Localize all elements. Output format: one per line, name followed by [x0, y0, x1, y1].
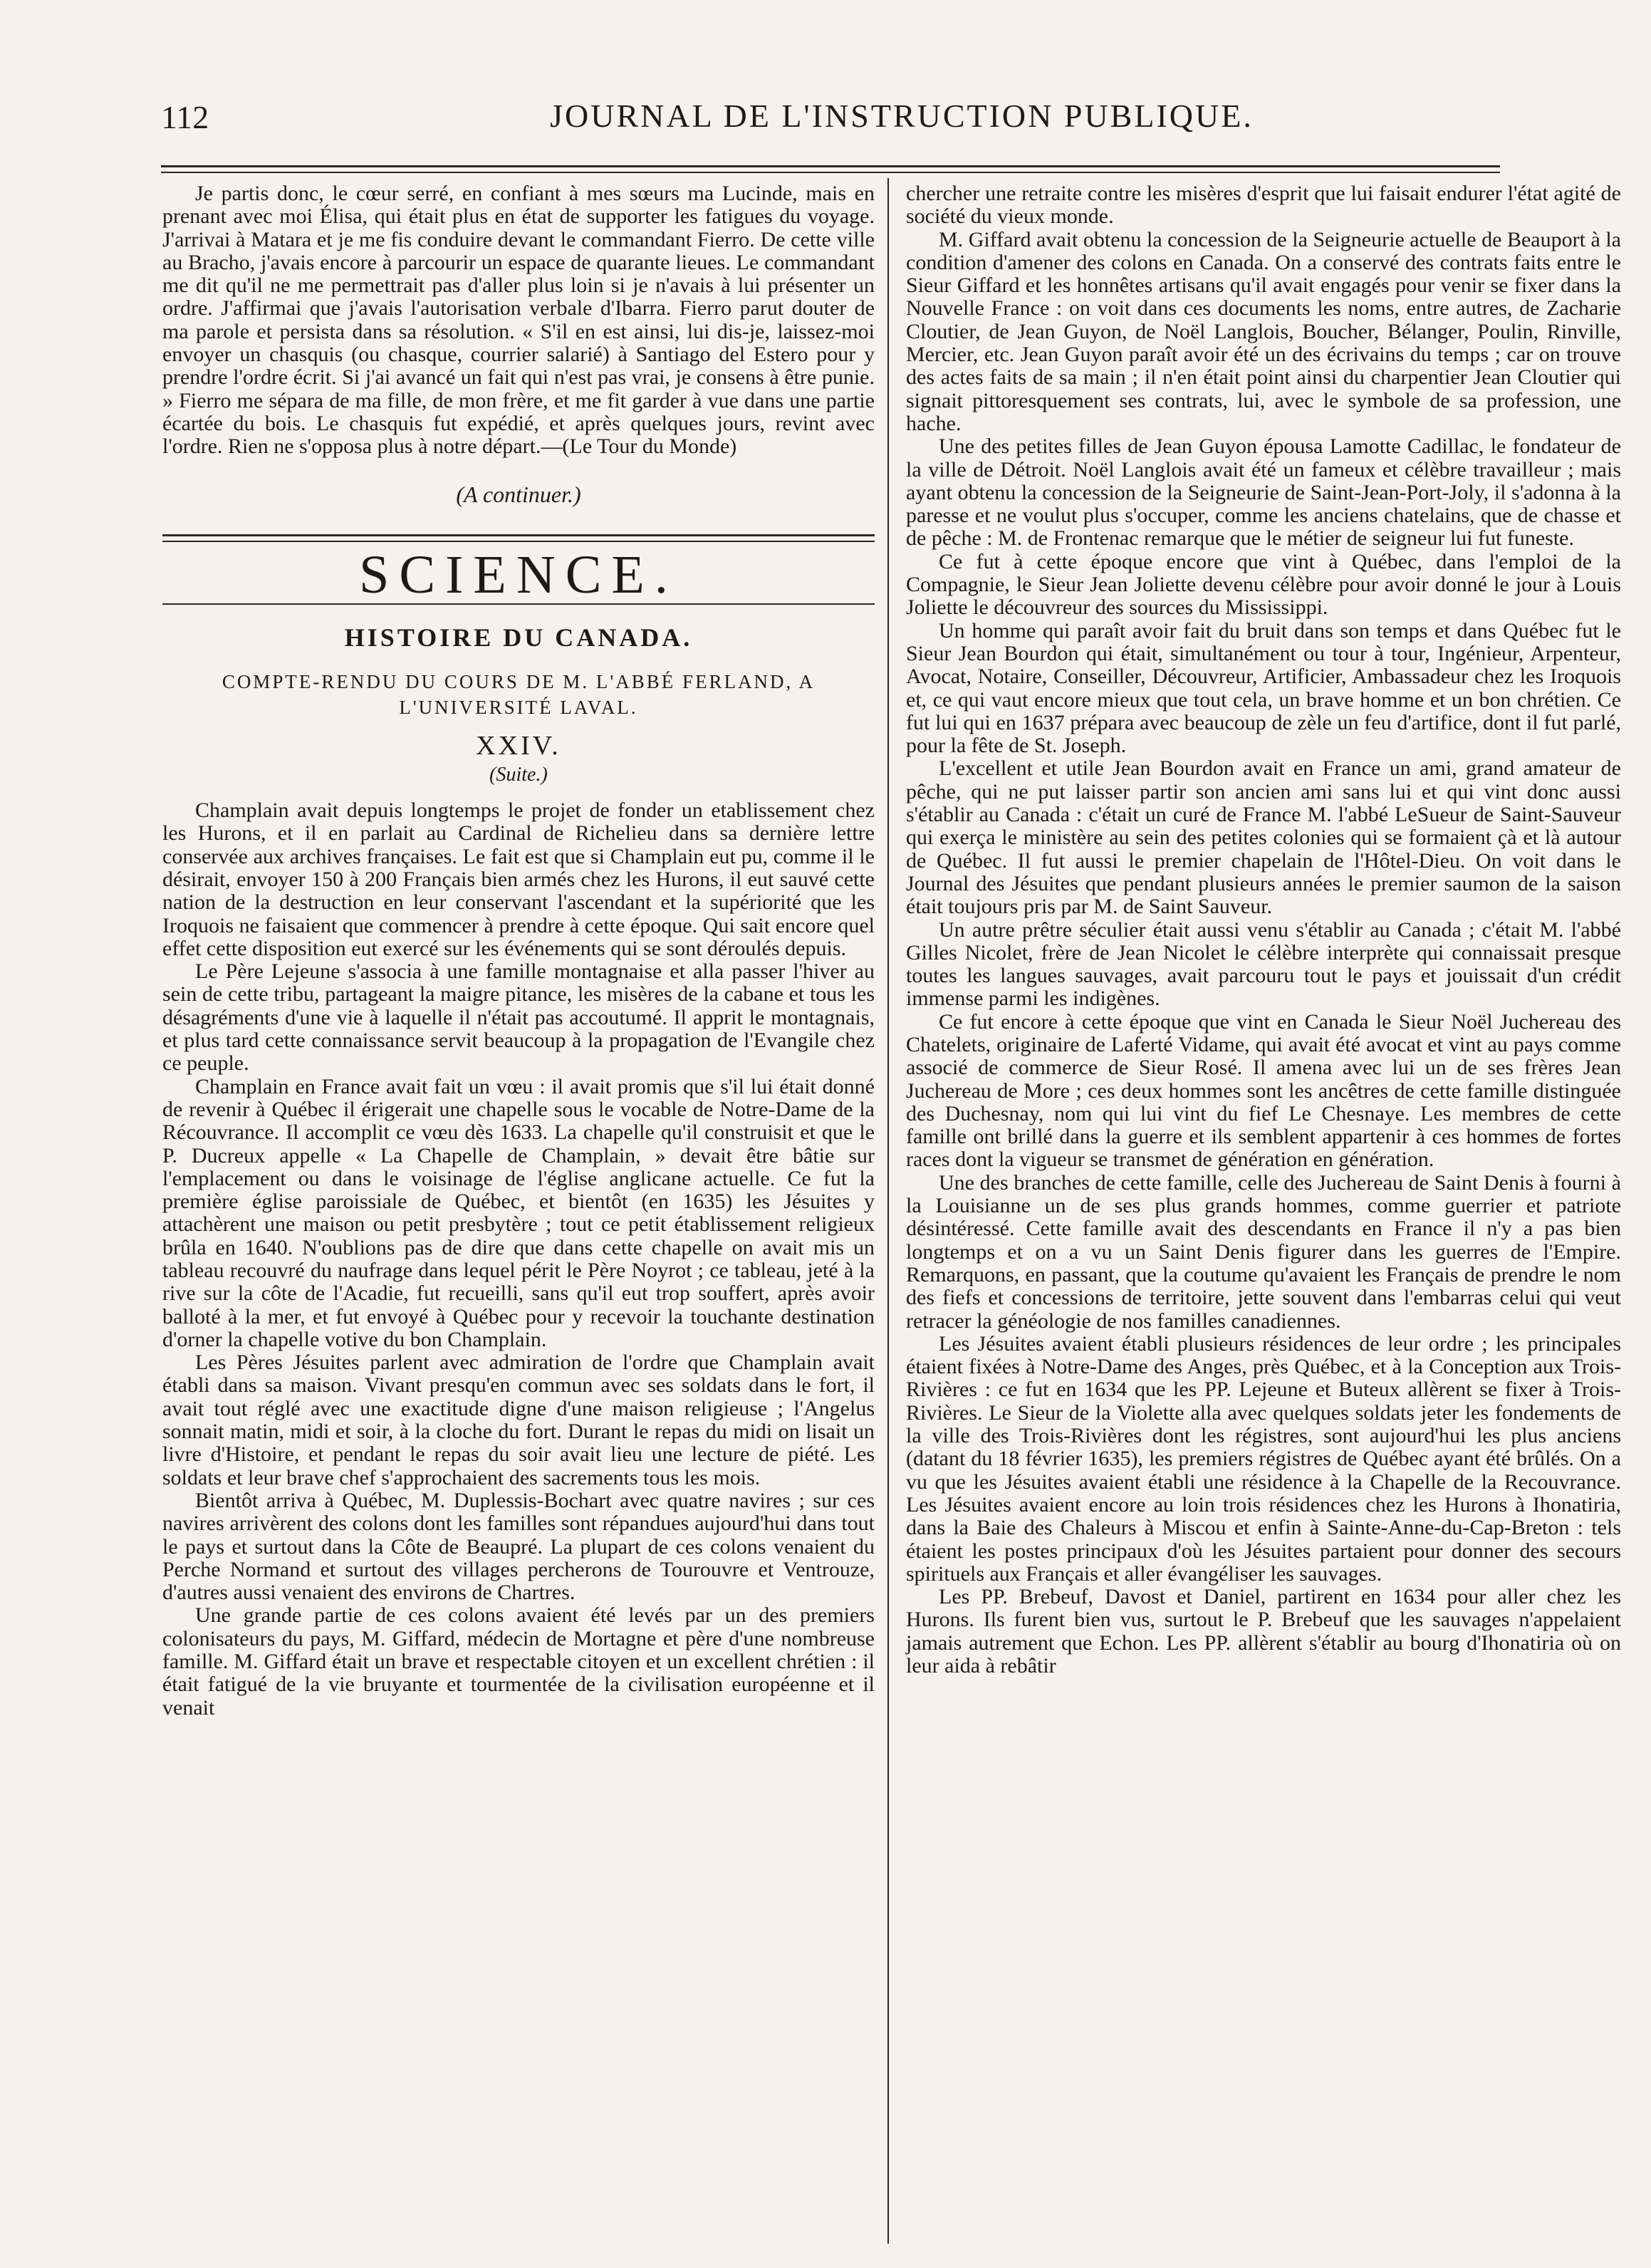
paragraph: Ce fut encore à cette époque que vint en Canada le Sieur Noël Juchereau des Chatelets, originaire de Laferté Vidame, qui avait été avocat et vint au pays comme associé de commerce de Sieur Rosé. Il amena avec lui un de ses frères Jean Juchereau de More ; ces deux hommes sont les ancêtres de cette famille distinguée des Duchesnay, nom qui lui vint du fief Le Chesnaye. Les membres de cette famille ont brillé dans la guerre et ils semblent appartenir à ces hommes de fortes races dont la vigueur se transmet de génération en génération.	[906, 1009, 1621, 1172]
chapter-number: XXIV.	[476, 731, 561, 761]
paragraph: Les PP. Brebeuf, Davost et Daniel, partirent en 1634 pour aller chez les Hurons. Ils furent bien vus, surtout le P. Brebeuf que les sauvages n'appelaient jamais autrement que Echon. Les PP. allèrent s'établir au bourg d'Ihonatiria où on leur aida à rebâtir	[906, 1585, 1621, 1677]
paragraph: Bientôt arriva à Québec, M. Duplessis-Bochart avec quatre navires ; sur ces navires arrivèrent des colons dont les familles sont répandues aujourd'hui dans tout le pays et surtout dans la Côte de Beaupré. La plupart de ces colons venaient du Perche Normand et surtout des villages percherons de Tourouvre et Ventrouze, d'autres aussi venaient des environs de Chartres.	[162, 1488, 875, 1605]
section-separator	[162, 534, 875, 542]
right-column	[906, 182, 1621, 1677]
paragraph: Une des branches de cette famille, celle des Juchereau de Saint Denis à fourni à la Louisianne un de ses plus grands hommes, comme guerrier et patriote désintéressé. Cette famille avait des descendants en France il n'y a pas bien longtemps et on a vu un Saint Denis figurer dans les guerres de l'Empire. Remarquons, en passant, que la coutume qu'avaient les Français de prendre le nom des fiefs et concessions de territoire, jette souvent dans l'embarras celui qui veut retracer la généologie de nos familles canadiennes.	[906, 1170, 1621, 1333]
paragraph: Une des petites filles de Jean Guyon épousa Lamotte Cadillac, le fondateur de la ville de Détroit. Noël Langlois avait été un fameux et célèbre travailleur ; mais ayant obtenu la concession de la Seigneurie de Saint-Jean-Port-Joly, il s'adonna à la paresse et ne voulut plus s'occuper, comme les anciens chatelains, que de chasse et de pêche : M. de Frontenac remarque que le métier de seigneur lui fut funeste.	[906, 435, 1621, 551]
paragraph: Un autre prêtre séculier était aussi venu s'établir au Canada ; c'était M. l'abbé Gilles Nicolet, frère de Jean Nicolet le célèbre interprète qui connaissait presque toutes les langues sauvages, avait parcouru tout le pays et jouissait d'un crédit immense parmi les indigènes.	[906, 917, 1621, 1011]
paragraph: Je partis donc, le cœur serré, en confiant à mes sœurs ma Lucinde, mais en prenant avec moi Élisa, qui était plus en état de supporter les fatigues du voyage. J'arrivai à Matara et je me fis conduire devant le commandant Fierro. De cette ville au Bracho, j'avais encore à parcourir un espace de quarante lieues. Le commandant me dit qu'il ne me permettrait pas d'aller plus loin si je n'avais à lui présenter un ordre. J'affirmai que j'avais l'autorisation verbale d'Ibarra. Fierro parut douter de ma parole et persista dans sa résolution. « S'il en est ainsi, lui dis-je, laissez-moi envoyer un chasquis (ou chasque, courrier salarié) à Santiago del Estero pour y prendre l'ordre écrit. Si j'ai avancé un fait qui n'est pas vrai, je consens à être punie. » Fierro me sépara de ma fille, de mon frère, et me fit garder à vue dans une partie écartée du bois. Le chasquis fut expédié, et après quelques jours, revint avec l'ordre. Rien ne s'opposa plus à notre départ.—(Le Tour du Monde)	[162, 182, 875, 459]
article-subtitle: COMPTE-RENDU DU COURS DE M. L'ABBÉ FERLAND, A L'UNIVERSITÉ LAVAL.	[222, 671, 816, 719]
suite-note: (Suite.)	[489, 763, 548, 786]
header-rule	[161, 165, 1500, 167]
article-title: HISTOIRE DU CANADA.	[344, 623, 693, 652]
page-header	[161, 93, 1500, 150]
paragraph: M. Giffard avait obtenu la concession de la Seigneurie actuelle de Beauport à la condition d'amener des colons en Canada. On a conservé des contrats faits entre le Sieur Giffard et les honnêtes artisans qu'il avait engagés pour venir se fixer dans la Nouvelle France : on voit dans ces documents les noms, entre autres, de Zacharie Cloutier, de Jean Guyon, de Noël Langlois, Boucher, Bélanger, Poulin, Rinville, Mercier, etc. Jean Guyon paraît avoir été un des écrivains du temps ; car on trouve des actes faits de sa main ; il n'en était point ainsi du charpentier Jean Cloutier qui signait pittoresquement ses contrats, lui, avec le symbole de sa profession, une hache.	[906, 227, 1621, 435]
paragraph: L'excellent et utile Jean Bourdon avait en France un ami, grand amateur de pêche, qui ne put laisser partir son ancien ami sans lui et qui vint donc aussi s'établir au Canada : c'était un curé de France M. l'abbé LeSueur de Saint-Sauveur qui exerça le ministère au sein des petites colonies qui se formaient çà et là autour de Québec. Il fut aussi le premier chapelain de l'Hôtel-Dieu. On voit dans le Journal des Jésuites que pendant plusieurs années le premier saumon de la saison était toujours pris par M. de Saint Sauveur.	[906, 756, 1621, 919]
paragraph: Ce fut à cette époque encore que vint à Québec, dans l'emploi de la Compagnie, le Sieur Jean Joliette devenu célèbre pour avoir donné le jour à Louis Joliette le découvreur des sources du Mississippi.	[906, 549, 1621, 620]
section-title: SCIENCE.	[359, 544, 678, 605]
column-divider	[887, 178, 889, 2244]
paragraph: Les Jésuites avaient établi plusieurs résidences de leur ordre ; les principales étaient fixées à Notre-Dame des Anges, près Québec, et à la Conception aux Trois-Rivières : ce fut en 1634 que les PP. Lejeune et Buteux allèrent se fixer à Trois-Rivières. Le Sieur de la Violette alla avec quelques soldats jeter les fondements de la ville des Trois-Rivières dont les régistres, sont aujourd'hui les plus anciens (datant du 18 février 1635), les premiers régistres de Québec ayant été brûlés. On a vu que les Jésuites avaient établi une résidence à la Chapelle de la Recouvrance. Les Jésuites avaient encore au loin trois résidences chez les Hurons à Ihonatiria, dans la Baie des Chaleurs à Miscou et enfin à Sainte-Anne-du-Cap-Breton : tels étaient les postes principaux d'où les Jésuites partaient pour donner des secours spirituels aux Français et aller évangéliser les sauvages.	[906, 1331, 1621, 1586]
paragraph: Un homme qui paraît avoir fait du bruit dans son temps et dans Québec fut le Sieur Jean Bourdon qui était, simultanément ou tour à tour, Ingénieur, Arpenteur, Avocat, Notaire, Conseiller, Découvreur, Artificier, Ambassadeur chez les Iroquois et, ce qui vaut encore mieux que tout cela, un brave homme et un bon chrétien. Ce fut lui qui en 1637 prépara avec beaucoup de zèle un feu d'artifice, dont il fut parlé, pour la fête de St. Joseph.	[906, 618, 1621, 758]
paragraph: chercher une retraite contre les misères d'esprit que lui faisait endurer l'état agité de société du vieux monde.	[906, 182, 1621, 229]
paragraph: Le Père Lejeune s'associa à une famille montagnaise et alla passer l'hiver au sein de cette tribu, partageant la maigre pitance, les misères de la cabane et tous les désagréments d'une vie à laquelle il n'était pas accoutumé. Il apprit le montagnais, et plus tard cette connaissance servit beaucoup à la propagation de l'Evangile chez ce peuple.	[162, 959, 875, 1076]
paragraph: Une grande partie de ces colons avaient été levés par un des premiers colonisateurs du pays, M. Giffard, médecin de Mortagne et père d'une nombreuse famille. M. Giffard était un brave et respectable citoyen et un excellent chrétien : il était fatigué de la vie bruyante et tourmentée de la civilisation européenne et il venait	[162, 1603, 875, 1720]
paragraph: Champlain avait depuis longtemps le projet de fonder un etablissement chez les Hurons, et il en parlait au Cardinal de Richelieu dans sa dernière lettre conservée aux archives françaises. Le fait est que si Champlain eut pu, comme il le désirait, envoyer 150 à 200 Français bien armés chez les Hurons, il eut sauvé cette nation de la destruction en leur conservant l'ascendant et la supériorité que les Iroquois ne faisaient que commencer à prendre à cette époque. Qui sait encore quel effet cette disposition eut exercé sur les événements qui se sont déroulés depuis.	[162, 799, 875, 960]
continuation-note: (A continuer.)	[456, 481, 581, 507]
running-title: JOURNAL DE L'INSTRUCTION PUBLIQUE.	[550, 98, 1254, 134]
paragraph: Champlain en France avait fait un vœu : il avait promis que s'il lui était donné de revenir à Québec il érigerait une chapelle sous le vocable de Notre-Dame de la Récouvrance. Il accomplit ce vœu dès 1633. La chapelle qu'il construisit et que le P. Ducreux appelle « La Chapelle de Champlain, » devait être bâtie sur l'emplacement ou dans le voisinage de l'église anglicane actuelle. Ce fut la première église paroissiale de Québec, et bientôt (en 1635) les Jésuites y attachèrent une maison ou petit presbytère ; tout ce petit établissement religieux brûla en 1640. N'oublions pas de dire que dans cette chapelle on avait mis un tableau recouvré du naufrage dans lequel périt le Père Noyrot ; ce tableau, jeté à la rive sur la côte de l'Acadie, fut recueilli, sans qu'il eut trop souffert, après avoir balloté à la mer, et fut envoyé à Québec pour y recevoir la touchante destination d'orner la chapelle votive du bon Champlain.	[162, 1074, 875, 1351]
page-number: 112	[161, 99, 209, 135]
paragraph: Les Pères Jésuites parlent avec admiration de l'ordre que Champlain avait établi dans sa maison. Vivant presqu'en commun avec ses soldats dans le fort, il avait tout réglé avec une exactitude digne d'une maison religieuse ; l'Angelus sonnait matin, midi et soir, à la cloche du fort. Durant le repas du midi on lisait un livre d'Histoire, et pendant le repas du soir avait lieu une lecture de piété. Les soldats et leur brave chef s'approchaient des sacrements tous les mois.	[162, 1351, 875, 1489]
header-rule-thin	[161, 172, 1500, 173]
left-column	[162, 182, 875, 1720]
